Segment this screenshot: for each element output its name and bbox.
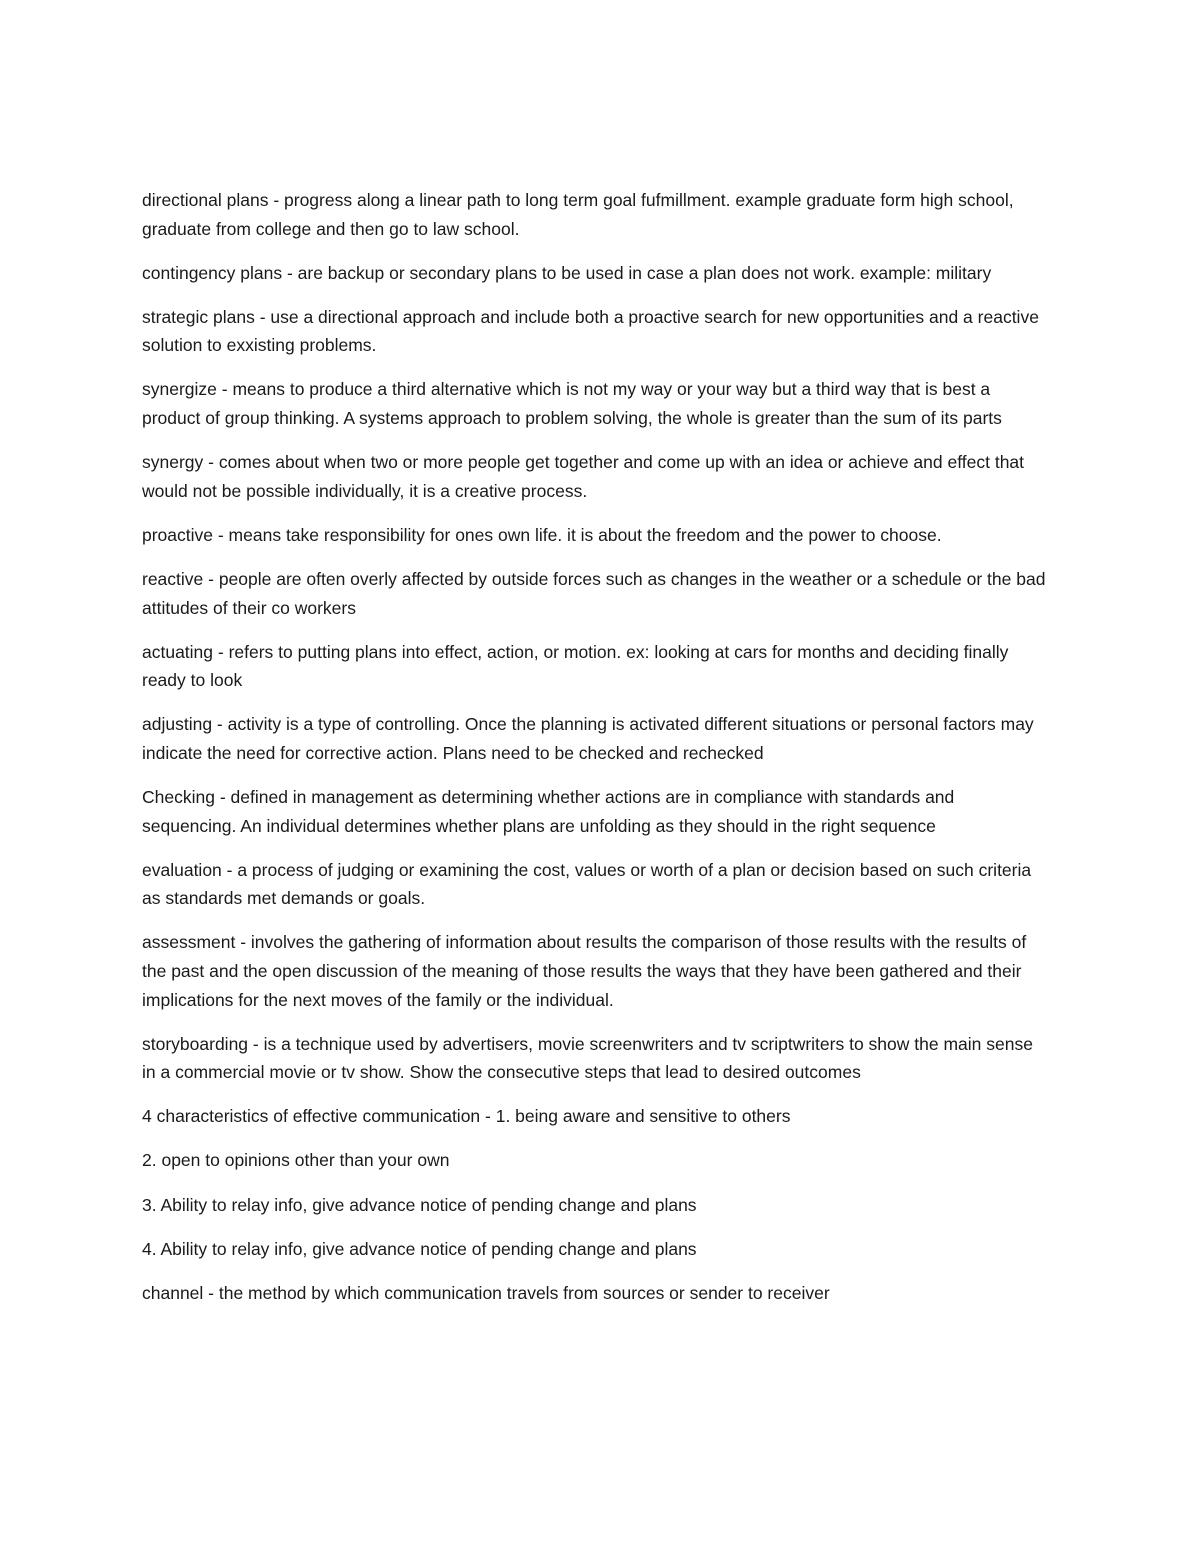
paragraph-characteristic-4: 4. Ability to relay info, give advance notice of pending change and plans xyxy=(142,1238,697,1259)
paragraph-proactive: proactive - means take responsibility for ones own life. it is about the freedom and the power to choose. xyxy=(142,524,942,545)
paragraph-storyboarding: storyboarding - is a technique used by advertisers, movie screenwriters and tv scriptwriters to show the main sense in a commercial movie or tv show. Show the consecutive steps that lead to desired outcomes xyxy=(142,1033,1033,1083)
paragraph-evaluation: evaluation - a process of judging or examining the cost, values or worth of a plan or decision based on such criteria as standards met demands or goals. xyxy=(142,859,1032,909)
paragraph-actuating: actuating - refers to putting plans into effect, action, or motion. ex: looking at cars for months and deciding finally ready to look xyxy=(142,641,1009,691)
paragraph-synergize: synergize - means to produce a third alternative which is not my way or your way but a third way that is best a product of group thinking. A systems approach to problem solving, the whole is greater than the sum of its parts xyxy=(142,379,1002,429)
paragraph-communication-characteristics: 4 characteristics of effective communication - 1. being aware and sensitive to others xyxy=(142,1106,791,1127)
paragraph-contingency-plans: contingency plans - are backup or secondary plans to be used in case a plan does not work. example: military xyxy=(142,262,992,283)
paragraph-directional-plans: directional plans - progress along a linear path to long term goal fufmillment. example graduate form high school, graduate from college and then go to law school. xyxy=(142,190,1014,239)
paragraph-assessment: assessment - involves the gathering of information about results the comparison of those results with the results of the past and the open discussion of the meaning of those results the ways that they have been gathered and their implications for the next moves of the family or the individual. xyxy=(142,932,1027,1010)
paragraph-adjusting: adjusting - activity is a type of controlling. Once the planning is activated different situations or personal factors may indicate the need for corrective action. Plans need to be checked and rechecked xyxy=(142,714,1034,763)
paragraph-strategic-plans: strategic plans - use a directional approach and include both a proactive search for new opportunities and a reactive solution to exxisting problems. xyxy=(142,306,1039,356)
paragraph-synergy: synergy - comes about when two or more people get together and come up with an idea or achieve and effect that would not be possible individually, it is a creative process. xyxy=(142,452,1025,501)
paragraph-characteristic-2: 2. open to opinions other than your own xyxy=(142,1150,450,1171)
paragraph-checking: Checking - defined in management as determining whether actions are in compliance with standards and sequencing. An individual determines whether plans are unfolding as they should in the right sequence xyxy=(142,787,955,836)
paragraph-characteristic-3: 3. Ability to relay info, give advance notice of pending change and plans xyxy=(142,1194,697,1215)
paragraph-reactive: reactive - people are often overly affected by outside forces such as changes in the weather or a schedule or the bad attitudes of their co workers xyxy=(142,568,1046,618)
paragraph-channel: channel - the method by which communication travels from sources or sender to receiver xyxy=(142,1282,830,1303)
